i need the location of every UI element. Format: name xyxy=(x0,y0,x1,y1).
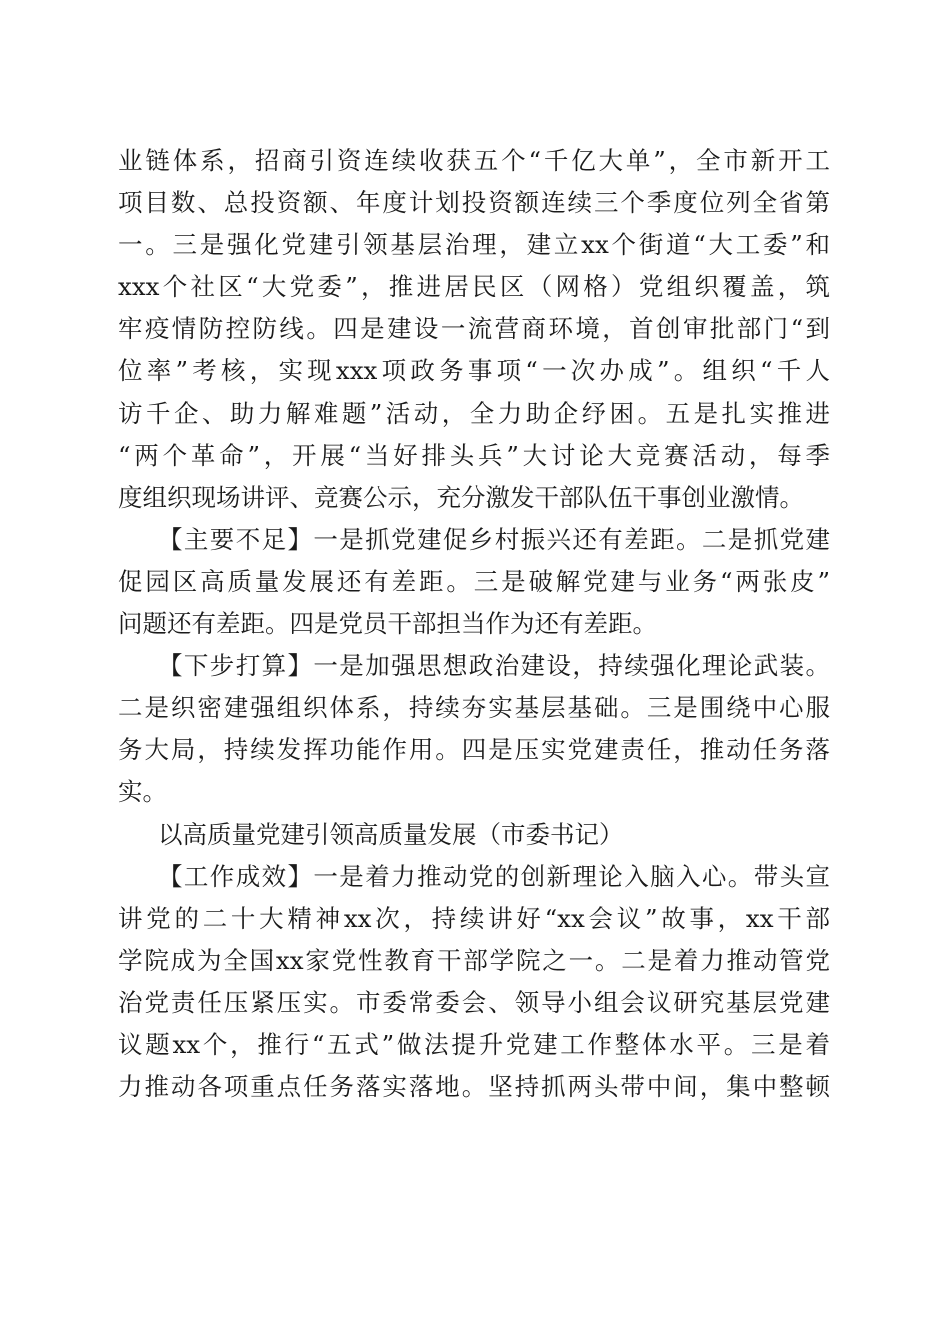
text-line: 问题还有差距。四是党员干部担当作为还有差距。 xyxy=(118,609,657,639)
text-line: 度组织现场讲评、竞赛公示，充分激发干部队伍干事创业激情。 xyxy=(118,482,804,512)
text-line: 力推动各项重点任务落实落地。坚持抓两头带中间，集中整顿 xyxy=(118,1072,830,1102)
text-line: xxx个社区“大党委”，推进居民区（网格）党组织覆盖，筑 xyxy=(118,272,830,302)
text-line: 二是织密建强组织体系，持续夯实基层基础。三是围绕中心服 xyxy=(118,693,830,723)
text-line: 一。三是强化党建引领基层治理，建立xx个街道“大工委”和 xyxy=(118,230,830,260)
text-line: 学院成为全国xx家党性教育干部学院之一。二是着力推动管党 xyxy=(118,945,830,975)
text-line: 促园区高质量发展还有差距。三是破解党建与业务“两张皮” xyxy=(118,566,830,596)
text-line: 务大局，持续发挥功能作用。四是压实党建责任，推动任务落 xyxy=(118,735,830,765)
article-title: 以高质量党建引领高质量发展（市委书记） xyxy=(158,819,624,849)
section-heading-line: 【下步打算】一是加强思想政治建设，持续强化理论武装。 xyxy=(158,651,830,681)
text-line: 牢疫情防控防线。四是建设一流营商环境，首创审批部门“到 xyxy=(118,314,830,344)
text-line: 业链体系，招商引资连续收获五个“千亿大单”，全市新开工 xyxy=(118,146,830,175)
text-line: “两个革命”，开展“当好排头兵”大讨论大竞赛活动，每季 xyxy=(118,440,830,470)
text-line: 讲党的二十大精神xx次，持续讲好“xx会议”故事，xx干部 xyxy=(118,903,830,933)
text-line: 位率”考核，实现xxx项政务事项“一次办成”。组织“千人 xyxy=(118,356,830,386)
section-heading-line: 【工作成效】一是着力推动党的创新理论入脑入心。带头宣 xyxy=(158,861,830,891)
document-body xyxy=(118,140,830,1108)
text-line: 议题xx个，推行“五式”做法提升党建工作整体水平。三是着 xyxy=(118,1029,830,1059)
text-line: 访千企、助力解难题”活动，全力助企纾困。五是扎实推进 xyxy=(118,398,830,428)
text-line: 项目数、总投资额、年度计划投资额连续三个季度位列全省第 xyxy=(118,188,830,218)
text-line: 治党责任压紧压实。市委常委会、领导小组会议研究基层党建 xyxy=(118,987,830,1017)
text-line: 实。 xyxy=(118,777,167,807)
section-heading-line: 【主要不足】一是抓党建促乡村振兴还有差距。二是抓党建 xyxy=(158,524,830,554)
